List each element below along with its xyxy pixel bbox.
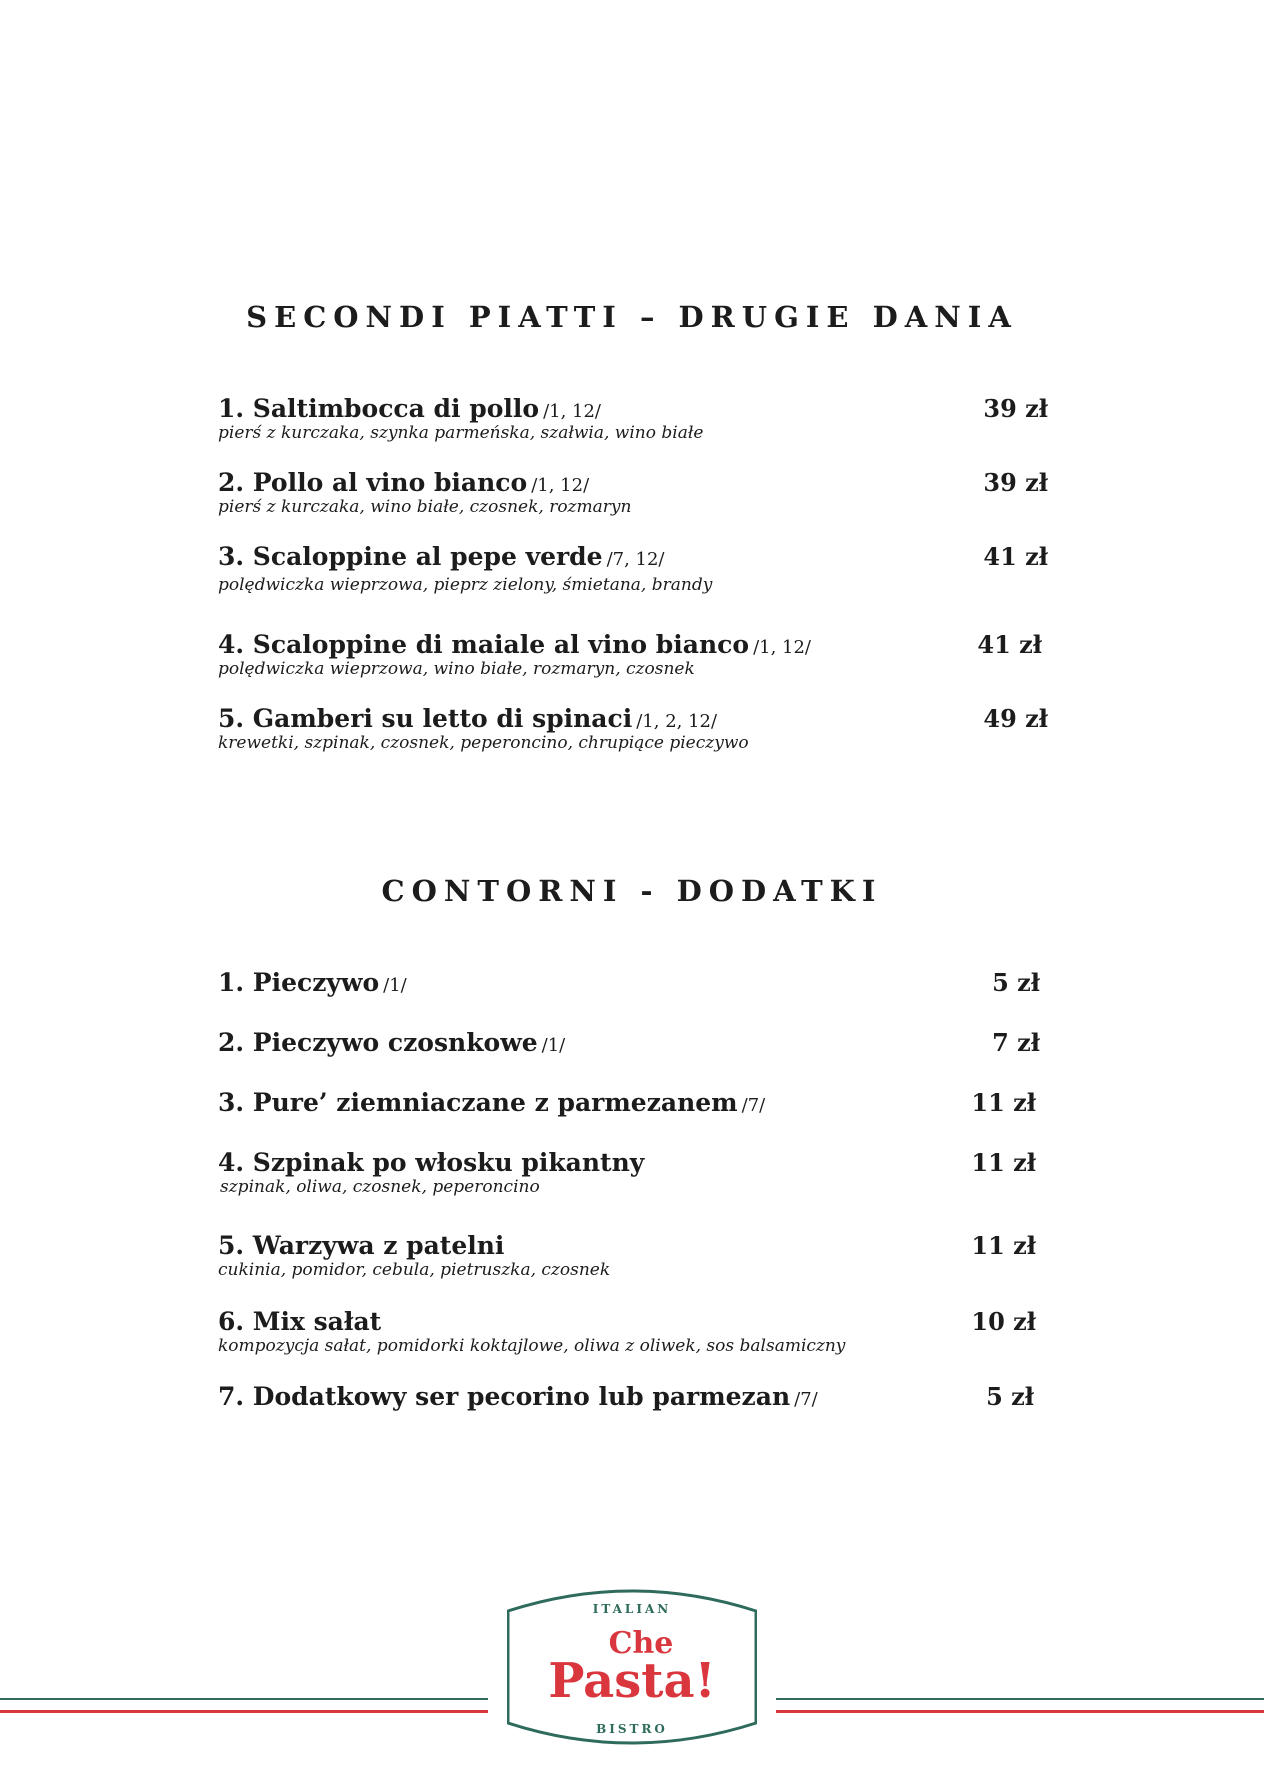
secondi-title: SECONDI PIATTI – DRUGIE DANIA: [246, 300, 1018, 334]
logo-pasta-text: Pasta!: [548, 1653, 716, 1709]
item-price: 49 zł: [983, 704, 1048, 733]
item-name: 5. Gamberi su letto di spinaci /1, 2, 12/: [218, 704, 718, 733]
menu-item: [218, 1146, 1040, 1198]
item-name: 4. Szpinak po włosku pikantny: [218, 1148, 645, 1177]
item-name: 3. Pure’ ziemniaczane z parmezanem /7/: [218, 1088, 766, 1117]
item-price: 39 zł: [983, 394, 1048, 423]
item-price: 11 zł: [971, 1088, 1036, 1117]
item-name: 2. Pieczywo czosnkowe /1/: [218, 1028, 566, 1057]
footer-line-red-left: [0, 1710, 488, 1713]
item-name: 4. Scaloppine di maiale al vino bianco /1, 12/: [218, 630, 811, 659]
item-name: 2. Pollo al vino bianco /1, 12/: [218, 468, 590, 497]
menu-item: [218, 628, 1048, 680]
item-name: 5. Warzywa z patelni: [218, 1231, 505, 1260]
item-allergens: /1, 2, 12/: [636, 711, 718, 732]
item-price: 11 zł: [971, 1148, 1036, 1177]
item-name: 7. Dodatkowy ser pecorino lub parmezan /7/: [218, 1382, 818, 1411]
menu-item: [218, 540, 1048, 596]
che-pasta-logo: [507, 1583, 757, 1747]
item-allergens: /1, 12/: [753, 637, 811, 658]
item-allergens: /7/: [741, 1095, 766, 1116]
item-price: 7 zł: [992, 1028, 1040, 1057]
contorni-title: CONTORNI - DODATKI: [381, 874, 883, 908]
item-price: 10 zł: [971, 1307, 1036, 1336]
item-description: cukinia, pomidor, cebula, pietruszka, czosnek: [218, 1260, 611, 1280]
menu-item: [218, 392, 1048, 444]
item-allergens: /1/: [541, 1035, 566, 1056]
item-description: pierś z kurczaka, wino białe, czosnek, rozmaryn: [218, 497, 632, 517]
item-allergens: /1, 12/: [531, 475, 590, 496]
item-description: pierś z kurczaka, szynka parmeńska, szałwia, wino białe: [218, 423, 704, 443]
menu-item: [218, 1229, 1040, 1281]
item-description: krewetki, szpinak, czosnek, peperoncino, chrupiące pieczywo: [218, 733, 749, 753]
menu-item: [218, 1305, 1040, 1357]
item-price: 41 zł: [977, 630, 1042, 659]
menu-item: [218, 1026, 1040, 1060]
item-price: 41 zł: [983, 542, 1048, 571]
logo-top-text: ITALIAN: [592, 1602, 672, 1616]
menu-item: [218, 702, 1048, 754]
logo-bottom-text: BISTRO: [596, 1722, 668, 1736]
logo-che-text: Che: [608, 1626, 674, 1661]
item-price: 5 zł: [992, 968, 1040, 997]
item-description: kompozycja sałat, pomidorki koktajlowe, oliwa z oliwek, sos balsamiczny: [218, 1336, 846, 1356]
item-description: szpinak, oliwa, czosnek, peperoncino: [220, 1177, 540, 1197]
item-price: 39 zł: [983, 468, 1048, 497]
item-allergens: /1/: [383, 975, 407, 996]
item-name: 1. Saltimbocca di pollo /1, 12/: [218, 394, 601, 423]
item-price: 5 zł: [986, 1382, 1034, 1411]
menu-item: [218, 1380, 1040, 1414]
item-price: 11 zł: [971, 1231, 1036, 1260]
footer-line-green-right: [776, 1698, 1264, 1700]
menu-item: [218, 1086, 1040, 1120]
menu-item: [218, 466, 1048, 518]
item-name: 6. Mix sałat: [218, 1307, 382, 1336]
footer-line-red-right: [776, 1710, 1264, 1713]
item-allergens: /7, 12/: [606, 549, 665, 570]
item-name: 1. Pieczywo /1/: [218, 968, 407, 997]
item-name: 3. Scaloppine al pepe verde /7, 12/: [218, 542, 665, 571]
item-allergens: /7/: [794, 1389, 818, 1410]
item-description: polędwiczka wieprzowa, wino białe, rozmaryn, czosnek: [218, 659, 695, 679]
item-allergens: /1, 12/: [543, 401, 601, 422]
item-description: polędwiczka wieprzowa, pieprz zielony, śmietana, brandy: [218, 575, 713, 595]
footer-line-green-left: [0, 1698, 488, 1700]
menu-item: [218, 966, 1040, 1000]
